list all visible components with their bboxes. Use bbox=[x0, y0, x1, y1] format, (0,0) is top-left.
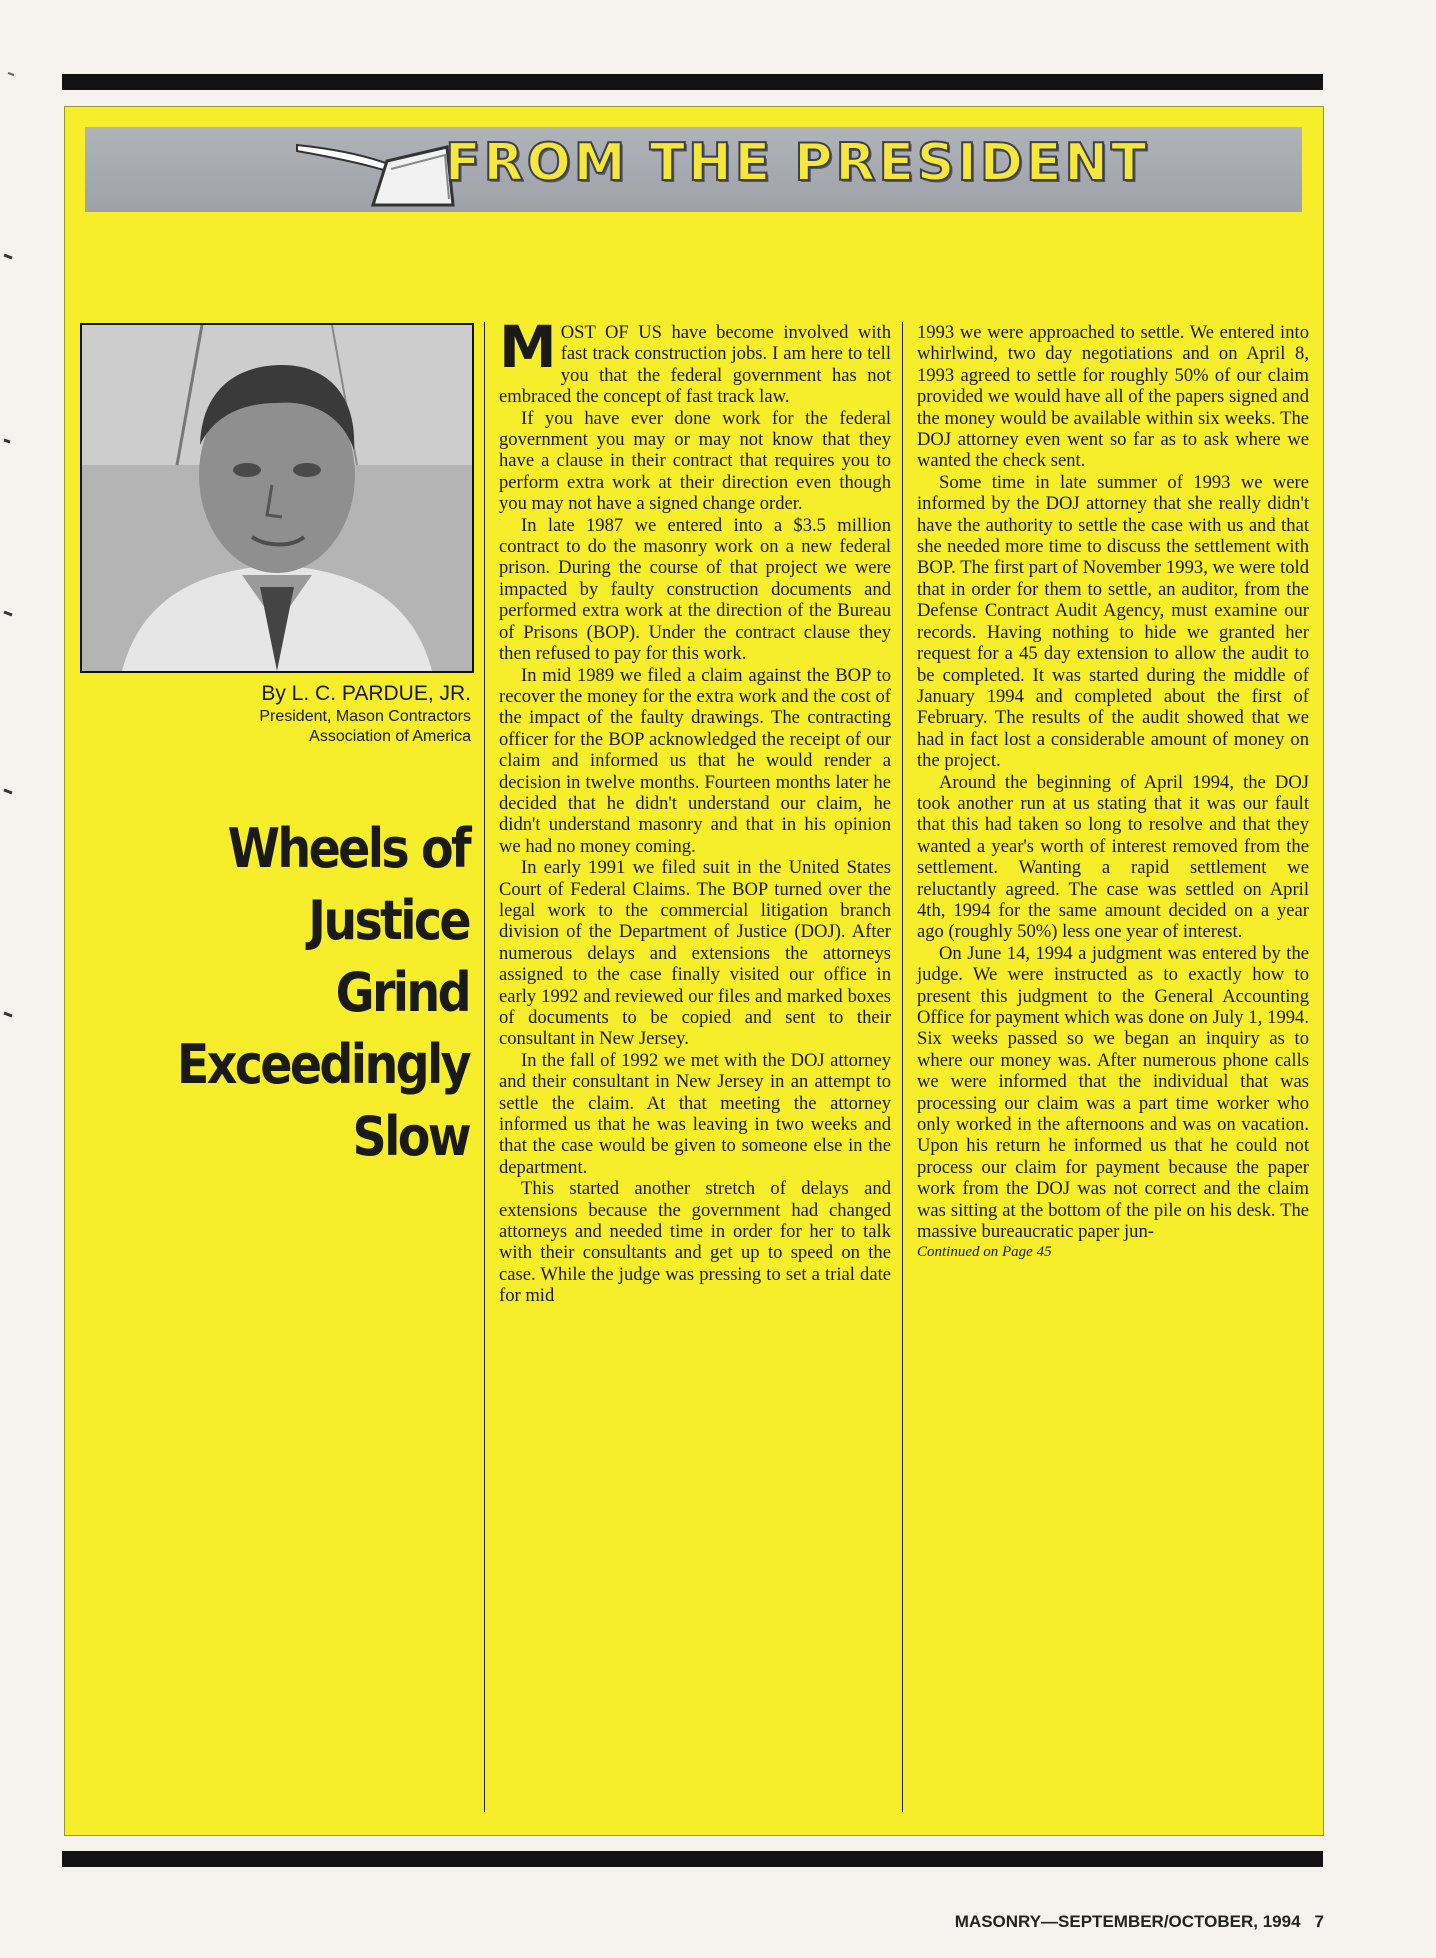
headline-line: Exceedingly bbox=[176, 1033, 469, 1096]
page-footer bbox=[880, 1912, 1324, 1932]
column-divider bbox=[484, 322, 485, 1812]
top-rule bbox=[62, 74, 1323, 90]
column-divider bbox=[902, 322, 903, 1812]
body-paragraph: In the fall of 1992 we met with the DOJ attorney and their consultant in New Jersey in an attempt to settle the claim. At that meeting the attorney informed us that he was leaving in two weeks and that the case would be given to someone else in the department. bbox=[499, 1049, 891, 1178]
headline-line: Wheels of bbox=[227, 817, 469, 880]
body-paragraph: In late 1987 we entered into a $3.5 million contract to do the masonry work on a new federal prison. During the course of that project we were impacted by faulty construction documents and performed extra work at the direction of the Bureau of Prisons (BOP). Under the contract clause they then refused to pay for this work. bbox=[499, 514, 891, 665]
article-column-1 bbox=[499, 313, 891, 1307]
body-paragraph: This started another stretch of delays and extensions because the government had changed attorneys and needed time in order for her to talk with their consultants and get up to speed on the case. While the judge was pressing to set a trial date for mid bbox=[499, 1178, 891, 1307]
author-title-line1: President, Mason Contractors bbox=[259, 708, 471, 725]
lead-text: OST OF US have become involved with fast track construction jobs. I am here to tell you that the federal government has not embraced the concept of fast track law. bbox=[499, 322, 891, 408]
body-paragraph: On June 14, 1994 a judgment was entered by the judge. We were instructed as to exactly how to present this judgment to the General Accounting Office for payment which was done on July 1, 1994. Six weeks passed so we began an inquiry as to where our money was. After numerous phone calls we were informed that the individual that was processing our claim was a part time worker who only worked in the afternoons and was on vacation. Upon his return he informed us that he could not process our claim for payment because the paper work from the DOJ was not correct and the claim was sitting at the bottom of the pile on his desk. The massive bureaucratic paper jun- bbox=[917, 942, 1309, 1243]
headline-line: Justice bbox=[308, 889, 469, 952]
body-paragraph: If you have ever done work for the federal government you may or may not know that they have a clause in their contract that requires you to perform extra work at their direction even though you may not have a signed change order. bbox=[499, 407, 891, 515]
section-banner bbox=[85, 127, 1302, 212]
headline-line: Slow bbox=[352, 1105, 469, 1168]
body-paragraph: In mid 1989 we filed a claim against the BOP to recover the money for the extra work and the cost of the impact of the faulty drawings. The contracting officer for the BOP acknowledged the receipt of our claim and informed us that he would render a decision in twelve months. Fourteen months later he decided that he didn't understand our claim, he didn't understand masonry and that in his opinion we had no money coming. bbox=[499, 664, 891, 857]
continued-note: Continued on Page 45 bbox=[917, 1244, 1052, 1261]
margin-marks bbox=[0, 0, 40, 1958]
body-paragraph: Some time in late summer of 1993 we were informed by the DOJ attorney that she really didn't have the authority to settle the case with us and that she needed more time to discuss the settlement with BOP. The first part of November 1993, we were told that in order for them to settle, an auditor, from the Defense Contract Audit Agency, must examine our records. Having nothing to hide we granted her request for a 45 day extension to allow the audit to be completed. It was started during the middle of January 1994 and completed about the first of February. The results of the audit showed that we had in fact lost a considerable amount of money on the project. bbox=[917, 471, 1309, 772]
publication-info: MASONRY—SEPTEMBER/OCTOBER, 1994 bbox=[954, 1912, 1301, 1931]
body-paragraph: In early 1991 we filed suit in the United States Court of Federal Claims. The BOP turned over the legal work to the commercial litigation branch division of the Department of Justice (DOJ). After numerous delays and extensions the attorneys assigned to the case finally visited our office in early 1992 and reviewed our files and marked boxes of documents to be copied and sent to their consultant in New Jersey. bbox=[499, 857, 891, 1050]
body-paragraph-continued: 1993 we were approached to settle. We entered into whirlwind, two day negotiations and on April 8, 1993 agreed to settle for roughly 50% of our claim provided we would have all of the papers signed and the money would be available within six weeks. The DOJ attorney even went so far as to ask where we wanted the check sent. bbox=[917, 322, 1309, 472]
lead-paragraph bbox=[499, 313, 891, 408]
author-name: By L. C. PARDUE, JR. bbox=[261, 682, 471, 705]
section-title: FROM THE PRESIDENT bbox=[445, 133, 1150, 193]
trowel-icon bbox=[295, 131, 455, 209]
drop-cap: M bbox=[499, 313, 557, 381]
article-column-2 bbox=[917, 322, 1309, 1262]
portrait-image bbox=[82, 325, 472, 671]
article-headline bbox=[113, 813, 469, 1173]
bottom-rule bbox=[62, 1851, 1323, 1867]
byline bbox=[65, 681, 471, 747]
page-number: 7 bbox=[1314, 1912, 1324, 1931]
author-photo bbox=[80, 323, 474, 673]
author-title-line2: Association of America bbox=[309, 728, 471, 745]
headline-line: Grind bbox=[335, 961, 469, 1024]
article-panel bbox=[64, 106, 1324, 1836]
body-paragraph: Around the beginning of April 1994, the DOJ took another run at us stating that it was our fault that this had taken so long to resolve and that they wanted a year's worth of interest removed from the settlement. Wanting a rapid settlement we reluctantly agreed. The case was settled on April 4th, 1994 for the same amount decided on a year ago (roughly 50%) less one year of interest. bbox=[917, 771, 1309, 943]
